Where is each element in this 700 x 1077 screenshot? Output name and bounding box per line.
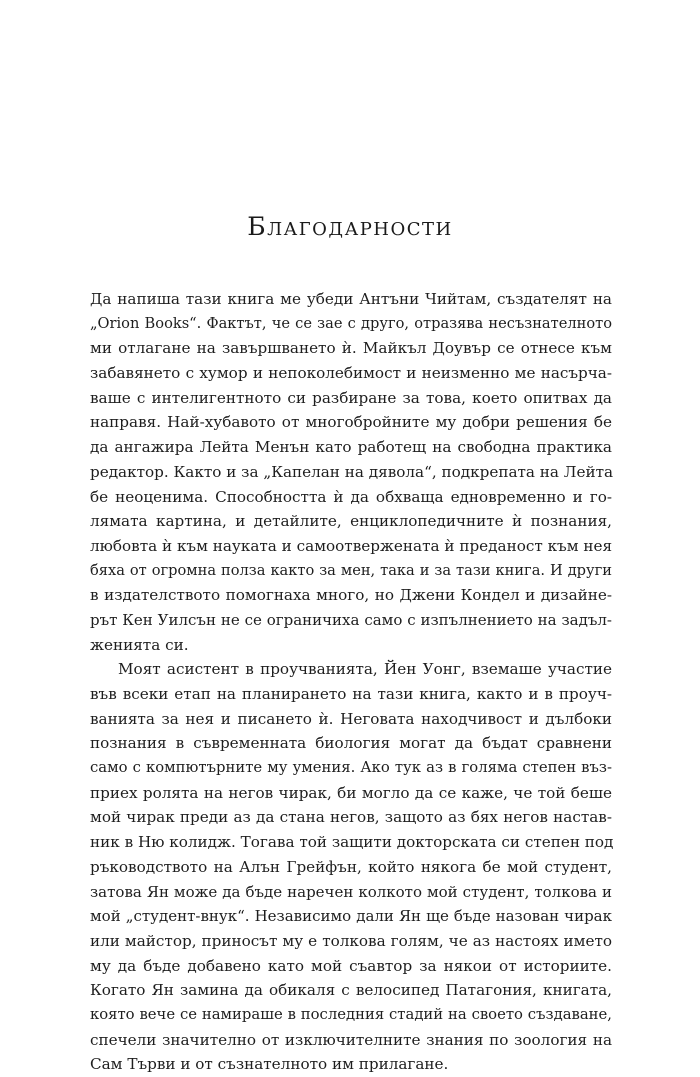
text-line: ръководството на Алън Грейфън, който някога бе мой студент,	[90, 857, 612, 876]
paragraph	[90, 657, 612, 1077]
text-line: която вече се намираше в последния стадий на своето създаване,	[90, 1005, 612, 1023]
text-line: Да напиша тази книга ме убеди Антъни Чийтам, създателят на	[90, 290, 612, 308]
text-line: женията си.	[90, 635, 189, 654]
text-line: да ангажира Лейта Менън като работещ на свободна практика	[90, 438, 612, 457]
text-line: направя. Най-хубавото от многобройните му добри решения бе	[90, 413, 612, 432]
body-text	[90, 287, 612, 1077]
text-line: ник в Ню колидж. Тогава той защити докторската си степен под	[90, 833, 614, 852]
text-line: Когато Ян замина да обикаля с велосипед Патагония, книгата,	[90, 981, 612, 1000]
text-line: лямата картина, и детайлите, енциклопедичните ѝ познания,	[90, 512, 612, 531]
paragraph	[90, 287, 612, 657]
text-line: приех ролята на негов чирак, би могло да се каже, че той беше	[90, 783, 612, 802]
text-line: Моят асистент в проучванията, Йен Уонг, вземаше участие	[118, 660, 612, 679]
text-line: ми отлагане на завършването ѝ. Майкъл Доувър се отнесе към	[90, 339, 612, 358]
text-line: ванията за нея и писането ѝ. Неговата находчивост и дълбоки	[90, 709, 612, 728]
text-line: мой чирак преди аз да стана негов, защото аз бях негов настав-	[90, 808, 612, 827]
text-line: бе неоценима. Способността ѝ да обхваща едновременно и го-	[90, 487, 612, 506]
text-line: му да бъде добавено като мой съавтор за някои от историите.	[90, 956, 612, 975]
text-line: познания в съвременната биология могат да бъдат сравнени	[90, 734, 612, 753]
text-line: забавянето с хумор и непоколебимост и неизменно ме насърча-	[90, 364, 612, 383]
text-line: затова Ян може да бъде наречен колкото мой студент, толкова и	[90, 882, 612, 901]
text-line: или майстор, приносът му е толкова голям, че аз настоях името	[90, 931, 612, 950]
text-line: бяха от огромна полза както за мен, така и за тази книга. И други	[90, 561, 612, 579]
text-line: „Orion Books“. Фактът, че се зае с друго, отразява несъзнателното	[90, 314, 612, 332]
text-line: мой „студент-внук“. Независимо дали Ян ще бъде назован чирак	[90, 907, 612, 926]
text-line: редактор. Както и за „Капелан на дявола“, подкрепата на Лейта	[90, 462, 614, 481]
text-line: рът Кен Уилсън не се ограничиха само с изпълнението на задъл-	[90, 610, 612, 629]
chapter-title: Благодарности	[247, 212, 453, 241]
text-line: във всеки етап на планирането на тази книга, както и в проуч-	[90, 685, 612, 703]
text-line: ваше с интелигентното си разбиране за това, което опитвах да	[90, 388, 612, 407]
text-line: само с компютърните му умения. Ако тук аз в голяма степен въз-	[90, 759, 612, 777]
text-line: любовта ѝ към науката и самоотвержената ѝ преданост към нея	[90, 536, 613, 555]
text-line: Сам Търви и от съзнателното им прилагане.	[90, 1055, 449, 1074]
text-line: спечели значително от изключителните знания по зоология на	[90, 1030, 612, 1049]
text-line: в издателството помогнаха много, но Джени Кондел и дизайне-	[90, 586, 612, 605]
